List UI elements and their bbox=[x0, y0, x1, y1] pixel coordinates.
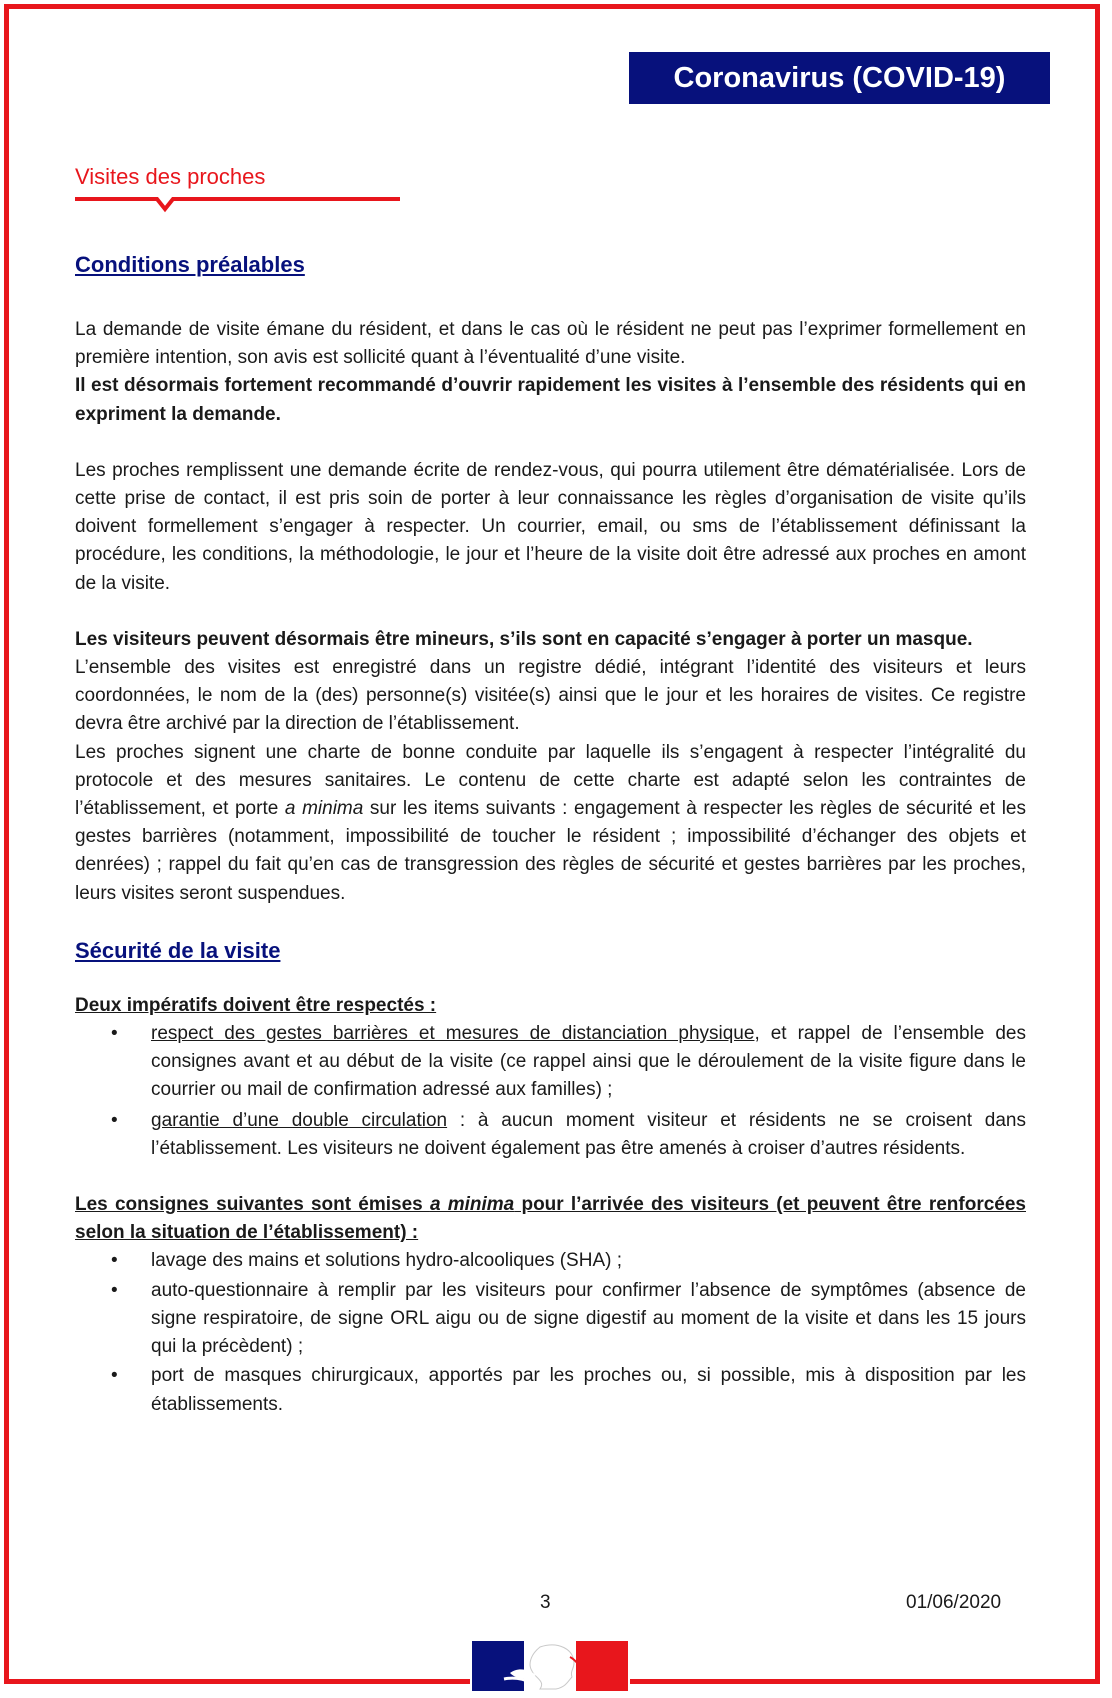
header-badge bbox=[629, 52, 1050, 104]
imperatifs-list bbox=[75, 1020, 1026, 1163]
heading-conditions: Conditions préalables bbox=[75, 252, 305, 277]
bullet-icon: • bbox=[111, 1250, 118, 1272]
consignes-heading: Les consignes suivantes sont émises a minima pour l’arrivée des visiteurs (et peuvent être renforcées selon la situation de l’établissement) : bbox=[75, 1194, 1026, 1244]
bullet-icon: • bbox=[111, 1023, 118, 1045]
heading-securite: Sécurité de la visite bbox=[75, 937, 281, 963]
paragraph: La demande de visite émane du résident, et dans le cas où le résident ne peut pas l’exprimer formellement en première intention, son avis est sollicité quant à l’éventualité d’une visite. bbox=[75, 319, 1026, 369]
list-item: • lavage des mains et solutions hydro-alcooliques (SHA) ; bbox=[75, 1247, 1026, 1275]
title-underline-icon bbox=[75, 196, 400, 216]
bullet-icon: • bbox=[111, 1365, 118, 1387]
paragraph-bold: Il est désormais fortement recommandé d’ouvrir rapidement les visites à l’ensemble des résidents qui en expriment la demande. bbox=[75, 375, 1026, 425]
main-content bbox=[75, 250, 1026, 1419]
paragraph: Les proches remplissent une demande écrite de rendez-vous, qui pourra utilement être dématérialisée. Lors de cette prise de contact, il est pris soin de porter à leur connaissance les règles d’organisation de visite qu’ils doivent formellement s’engager à respecter. Un courrier, email, ou sms de l’établissement définissant la procédure, les conditions, la méthodologie, le jour et l’heure de la visite doit être adressé aux proches en amont de la visite. bbox=[75, 459, 1026, 594]
list-item: • respect des gestes barrières et mesures de distanciation physique, et rappel de l’ensemble des consignes avant et au début de la visite (ce rappel ainsi que le déroulement de la visite figure dans le courrier ou mail de confirmation adressé aux familles) ; bbox=[75, 1020, 1026, 1105]
list-item: • auto-questionnaire à remplir par les visiteurs pour confirmer l’absence de symptômes (absence de signe respiratoire, de signe ORL aigu ou de signe digestif au moment de la visite et dans les 15 jours qui la précèdent) ; bbox=[75, 1277, 1026, 1362]
list-item: • port de masques chirurgicaux, apportés par les proches ou, si possible, mis à disposition par les établissements. bbox=[75, 1362, 1026, 1418]
bullet-icon: • bbox=[111, 1109, 118, 1131]
consignes-list bbox=[75, 1247, 1026, 1418]
paragraph: L’ensemble des visites est enregistré dans un registre dédié, intégrant l’identité des visiteurs et leurs coordonnées, le nom de la (des) personne(s) visitée(s) ainsi que le jour et les horaires de visites. Ce registre devra être archivé par la direction de l’établissement. bbox=[75, 657, 1026, 735]
paragraph-bold: Les visiteurs peuvent désormais être mineurs, s’ils sont en capacité s’engager à porter un masque. bbox=[75, 628, 973, 650]
bullet-icon: • bbox=[111, 1279, 118, 1301]
section-title: Visites des proches bbox=[75, 164, 266, 189]
marianne-logo-icon bbox=[470, 1635, 630, 1693]
footer-date: 01/06/2020 bbox=[906, 1592, 1002, 1613]
paragraph: Les proches signent une charte de bonne conduite par laquelle ils s’engagent à respecter l’intégralité du protocole et des mesures sanitaires. Le contenu de cette charte est adapté selon les contraintes de l’établissement, et porte a minima sur les items suivants : engagement à respecter les règles de sécurité et les gestes barrières (notamment, impossibilité de toucher le résident ; impossibilité d’échanger des objets et denrées) ; rappel du fait qu’en cas de transgression des règles de sécurité et gestes barrières par les proches, leurs visites seront suspendues. bbox=[75, 741, 1026, 904]
header-badge-text: Coronavirus (COVID-19) bbox=[673, 61, 1006, 94]
list-item: • garantie d’une double circulation : à aucun moment visiteur et résidents ne se croisent dans l’établissement. Les visiteurs ne doivent également pas être amenés à croiser d’autres résidents. bbox=[75, 1107, 1026, 1163]
page-number: 3 bbox=[540, 1592, 551, 1613]
imperatifs-heading: Deux impératifs doivent être respectés : bbox=[75, 994, 437, 1016]
